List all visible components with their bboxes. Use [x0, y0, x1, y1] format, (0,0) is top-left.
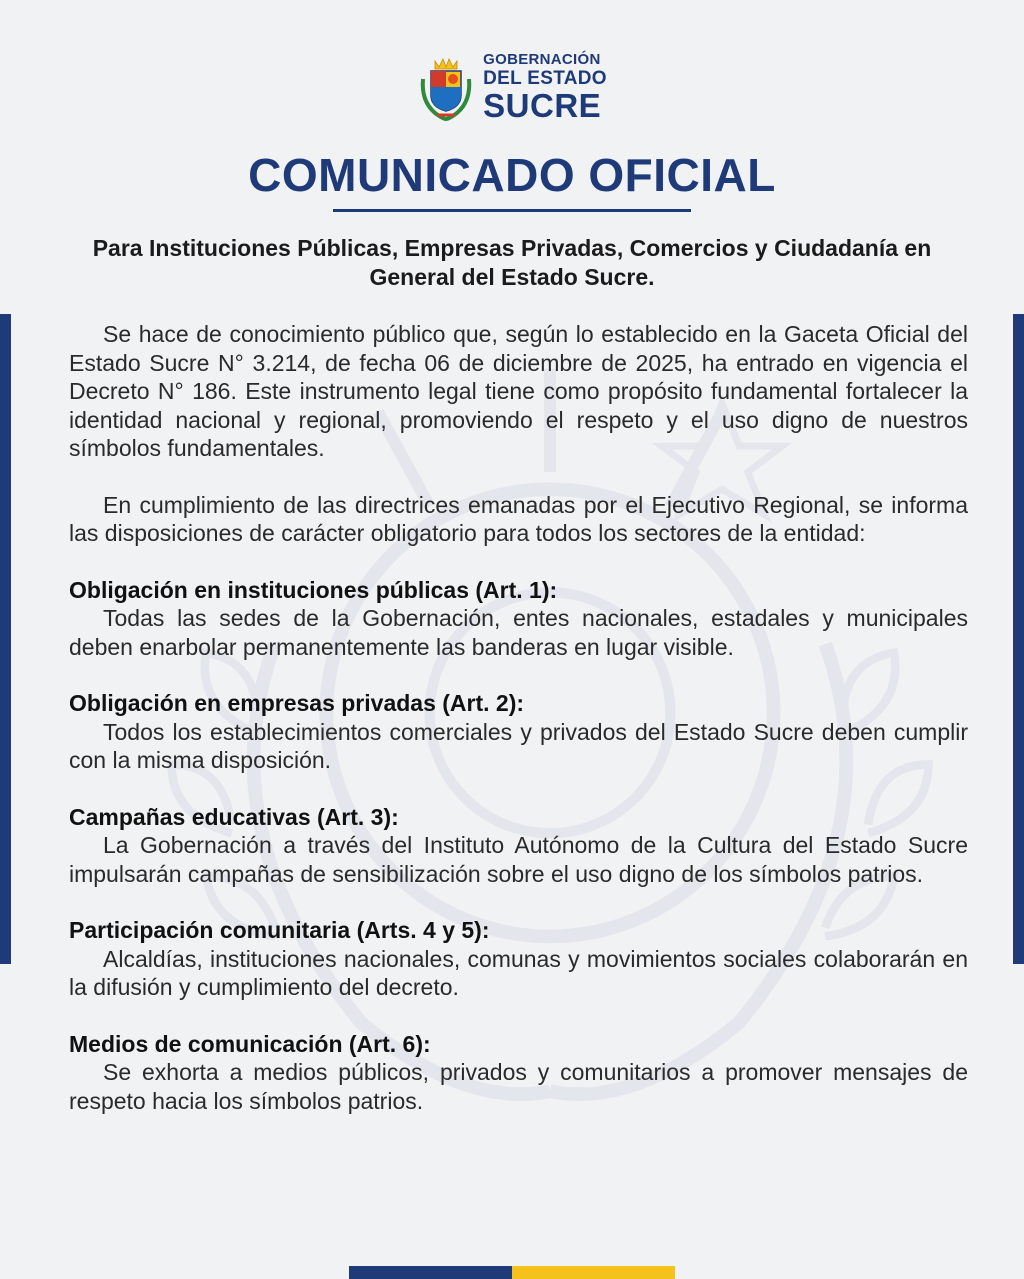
directives-paragraph: En cumplimiento de las directrices emanadas por el Ejecutivo Regional, se informa las disposiciones de carácter obligatorio para todos los sectores de la entidad: [69, 491, 968, 546]
article-body: Se exhorta a medios públicos, privados y comunitarios a promover mensajes de respeto hacia los símbolos patrios. [69, 1059, 968, 1114]
article-section [69, 803, 968, 889]
article-section [69, 916, 968, 1002]
left-accent-bar [0, 314, 11, 964]
government-logo [417, 52, 607, 122]
article-body: Alcaldías, instituciones nacionales, comunas y movimientos sociales colaborarán en la difusión y cumplimiento del decreto. [69, 945, 968, 1000]
page-title: COMUNICADO OFICIAL [248, 149, 776, 201]
article-title: Campañas educativas (Art. 3): [69, 803, 399, 830]
footer-bar-yellow [512, 1266, 675, 1279]
header [0, 52, 1024, 122]
article-title: Medios de comunicación (Art. 6): [69, 1030, 431, 1057]
article-body: La Gobernación a través del Instituto Autónomo de la Cultura del Estado Sucre impulsarán campañas de sensibilización sobre el uso digno de los símbolos patrios. [69, 832, 968, 887]
article-title: Participación comunitaria (Arts. 4 y 5): [69, 917, 490, 943]
audience-subtitle: Para Instituciones Públicas, Empresas Privadas, Comercios y Ciudadanía en General del Estado Sucre. [92, 235, 932, 290]
article-body: Todas las sedes de la Gobernación, entes nacionales, estadales y municipales deben enarbolar permanentemente las banderas en lugar visible. [69, 605, 968, 660]
article-title: Obligación en empresas privadas (Art. 2): [69, 690, 525, 716]
logo-line-gobernacion: GOBERNACIÓN [483, 51, 601, 68]
article-section [69, 689, 968, 775]
footer-bar-blue [349, 1266, 512, 1279]
logo-wordmark [483, 52, 607, 122]
communique-body [69, 320, 968, 1115]
intro-paragraph: Se hace de conocimiento público que, según lo establecido en la Gaceta Oficial del Estado Sucre N° 3.214, de fecha 06 de diciembre de 2025, ha entrado en vigencia el Decreto N° 186. Este instrumento legal tiene como propósito fundamental fortalecer la identidad nacional y regional, promoviendo el respeto y el uso digno de nuestros símbolos fundamentales. [69, 321, 968, 461]
article-title: Obligación en instituciones públicas (Art. 1): [69, 576, 558, 603]
title-underline [333, 209, 691, 212]
logo-line-del-estado: DEL ESTADO [483, 68, 607, 89]
article-body: Todos los establecimientos comerciales y privados del Estado Sucre deben cumplir con la misma disposición. [69, 718, 968, 773]
logo-line-sucre: SUCRE [483, 87, 602, 124]
coat-of-arms-icon [417, 53, 475, 121]
article-section [69, 1030, 968, 1116]
right-accent-bar [1013, 314, 1024, 964]
article-section [69, 576, 968, 662]
